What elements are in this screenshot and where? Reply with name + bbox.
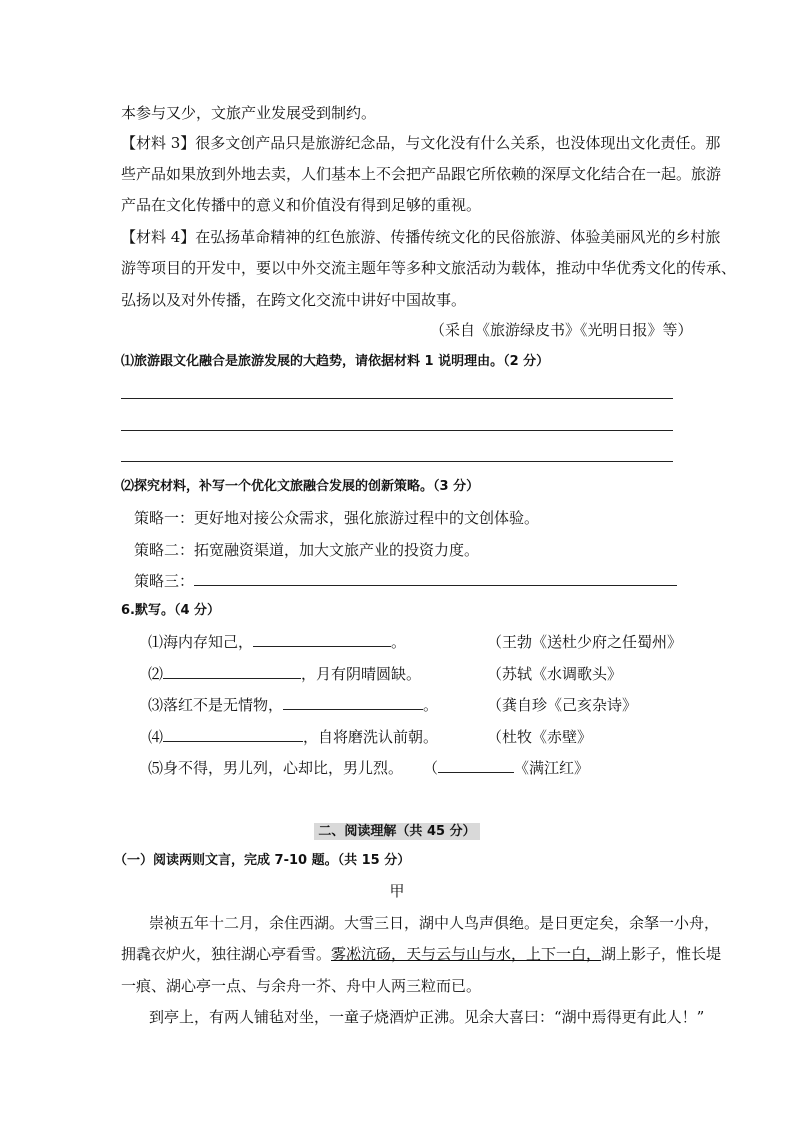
question-6-title: 6.默写。（4 分） bbox=[121, 603, 221, 618]
section-2-header bbox=[0, 820, 794, 842]
jia-line-3: 一痕、湖心亭一点、与余舟一芥、舟中人两三粒而已。 bbox=[121, 977, 482, 995]
strategy-1: 策略一：更好地对接公众需求，强化旅游过程中的文创体验。 bbox=[134, 509, 540, 527]
poem-4-blank[interactable] bbox=[163, 727, 303, 742]
question-2: ⑵探究材料，补写一个优化文旅融合发展的创新策略。（3 分） bbox=[121, 479, 480, 494]
material2-tail: 本参与又少，文旅产业发展受到制约。 bbox=[121, 104, 377, 122]
poem-5-author-blank[interactable] bbox=[438, 758, 514, 773]
poem-4-pre: ⑷ bbox=[148, 728, 164, 746]
poem-5-text: ⑸身不得，男儿列，心却比，男儿烈。 bbox=[148, 759, 404, 777]
jia-line-4: 到亭上，有两人铺毡对坐，一童子烧酒炉正沸。见余大喜曰：“湖中焉得更有此人！” bbox=[149, 1008, 705, 1026]
poem-1-post: 。 bbox=[391, 633, 407, 651]
poem-3-post: 。 bbox=[423, 696, 439, 714]
strategy-3-row bbox=[134, 571, 690, 591]
strategy-2: 策略二：拓宽融资渠道，加大文旅产业的投资力度。 bbox=[134, 541, 480, 559]
poem-1-source: （王勃《送杜少府之任蜀州》 bbox=[487, 633, 683, 651]
text-jia-label: 甲 bbox=[389, 882, 405, 900]
poem-3-pre: ⑶落红不是无情物， bbox=[148, 696, 284, 714]
material4-line2: 游等项目的开发中，要以中外交流主题年等多种文旅活动为载体，推动中华优秀文化的传承、 bbox=[121, 259, 737, 277]
source-note: （采自《旅游绿皮书》《光明日报》等） bbox=[430, 321, 693, 339]
material4-line3: 弘扬以及对外传播，在跨文化交流中讲好中国故事。 bbox=[121, 291, 467, 309]
poem-4-source: （杜牧《赤壁》 bbox=[487, 728, 593, 746]
poem-3-blank[interactable] bbox=[283, 695, 423, 710]
jia-line-1: 崇祯五年十二月，余住西湖。大雪三日，湖中人鸟声俱绝。是日更定矣，余拏一小舟， bbox=[149, 914, 720, 932]
material3-line2: 些产品如果放到外地去卖，人们基本上不会把产品跟它所依赖的深厚文化结合在一起。旅游 bbox=[121, 165, 722, 183]
poem-2-source: （苏轼《水调歌头》 bbox=[487, 665, 623, 683]
material4-line1: 【材料 4】在弘扬革命精神的红色旅游、传播传统文化的民俗旅游、体验美丽风光的乡村旅 bbox=[121, 228, 721, 246]
poem-5 bbox=[148, 758, 704, 778]
strategy-3-label: 策略三： bbox=[134, 572, 195, 590]
section-2-title: 二、阅读理解（共 45 分） bbox=[314, 823, 479, 840]
answer-line-2[interactable] bbox=[121, 430, 673, 431]
poem-4 bbox=[148, 727, 704, 747]
material3-line3: 产品在文化传播中的意义和价值没有得到足够的重视。 bbox=[121, 196, 482, 214]
poem-2-post: ，月有阴晴圆缺。 bbox=[301, 665, 422, 683]
poem-3-source: （龚自珍《己亥杂诗》 bbox=[487, 696, 638, 714]
jia-line-2a: 拥毳衣炉火，独往湖心亭看雪。 bbox=[121, 945, 332, 963]
jia-line-2 bbox=[121, 944, 722, 964]
poem-5-source: 《满江红》 bbox=[514, 759, 590, 777]
poem-1-blank[interactable] bbox=[253, 632, 391, 647]
poem-5-paren: （ bbox=[423, 759, 439, 777]
part-1-title: （一）阅读两则文言，完成 7-10 题。（共 15 分） bbox=[114, 853, 411, 868]
jia-underlined-phrase: 雾凇沆砀，天与云与山与水，上下一白， bbox=[331, 945, 602, 963]
poem-4-post: ，自将磨洗认前朝。 bbox=[303, 728, 439, 746]
answer-line-1[interactable] bbox=[121, 398, 673, 399]
poem-1-pre: ⑴海内存知己， bbox=[148, 633, 254, 651]
material3-line1: 【材料 3】很多文创产品只是旅游纪念品，与文化没有什么关系，也没体现出文化责任。那 bbox=[121, 134, 721, 152]
jia-line-2b: 湖上影子，惟长堤 bbox=[601, 945, 722, 963]
strategy-3-blank[interactable] bbox=[194, 571, 677, 586]
poem-2-pre: ⑵ bbox=[148, 665, 164, 683]
question-1: ⑴旅游跟文化融合是旅游发展的大趋势，请依据材料 1 说明理由。（2 分） bbox=[121, 354, 550, 369]
poem-2-blank[interactable] bbox=[163, 664, 301, 679]
answer-line-3[interactable] bbox=[121, 461, 673, 462]
